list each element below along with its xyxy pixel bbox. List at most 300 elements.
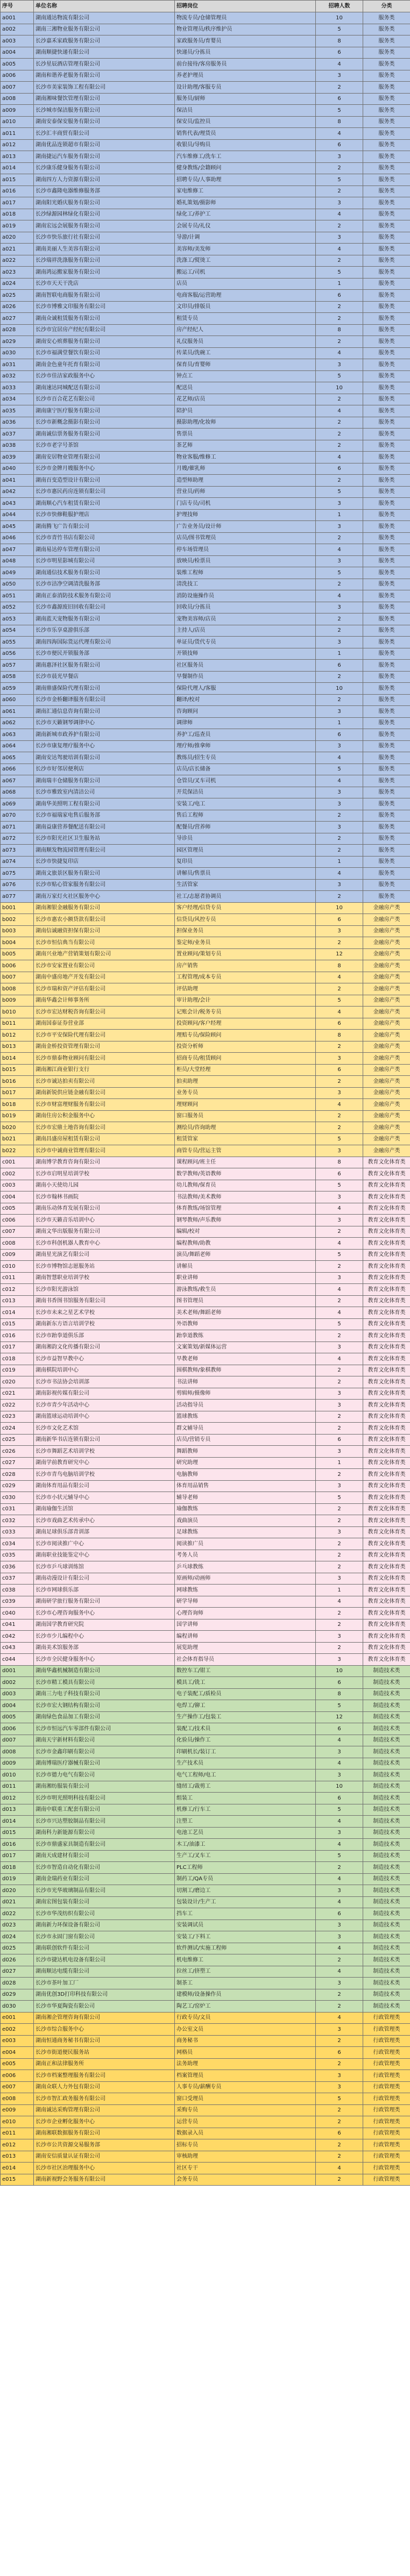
row-category: 教育文化体育类 bbox=[363, 1376, 410, 1388]
row-job: 设计助理/客服专员 bbox=[175, 82, 316, 94]
row-unit: 长沙市佳洁家政服务中心 bbox=[34, 370, 175, 382]
row-job: 花艺师/店员 bbox=[175, 394, 316, 405]
row-job: 软件测试/实施工程师 bbox=[175, 1943, 316, 1954]
row-category: 服务类 bbox=[363, 405, 410, 417]
row-job: 数学教师/英语教师 bbox=[175, 1168, 316, 1180]
row-count: 2 bbox=[316, 2035, 363, 2047]
row-count: 5 bbox=[316, 486, 363, 498]
row-count: 1 bbox=[316, 278, 363, 290]
row-category: 服务类 bbox=[363, 845, 410, 857]
row-unit: 长沙市天籁音乐培训中心 bbox=[34, 1215, 175, 1226]
row-index: a033 bbox=[1, 382, 34, 394]
table-row bbox=[1, 1862, 410, 1874]
table-row bbox=[1, 1099, 410, 1111]
row-index: d030 bbox=[1, 2001, 34, 2013]
row-unit: 湖南鼎盛保险代理有限公司 bbox=[34, 683, 175, 695]
row-count: 2 bbox=[316, 833, 363, 845]
row-count: 1 bbox=[316, 856, 363, 868]
row-count: 2 bbox=[316, 1538, 363, 1550]
row-index: c005 bbox=[1, 1203, 34, 1215]
row-count: 4 bbox=[316, 752, 363, 764]
row-category: 服务类 bbox=[363, 822, 410, 833]
row-unit: 长沙市书法协会培训部 bbox=[34, 1376, 175, 1388]
row-count: 4 bbox=[316, 775, 363, 787]
row-index: c011 bbox=[1, 1272, 34, 1284]
row-category: 教育文化体育类 bbox=[363, 1353, 410, 1365]
table-row bbox=[1, 1769, 410, 1781]
row-count: 5 bbox=[316, 2093, 363, 2105]
row-job: 业务专员 bbox=[175, 1087, 316, 1099]
table-row bbox=[1, 24, 410, 35]
row-job: 切割工/磨边工 bbox=[175, 1885, 316, 1897]
row-category: 制造技术类 bbox=[363, 1908, 410, 1920]
row-index: a070 bbox=[1, 810, 34, 822]
row-count: 3 bbox=[316, 1526, 363, 1538]
row-index: a026 bbox=[1, 301, 34, 313]
table-row bbox=[1, 2058, 410, 2070]
table-row bbox=[1, 1608, 410, 1619]
row-job: 服务员/厨师 bbox=[175, 93, 316, 105]
row-index: c026 bbox=[1, 1446, 34, 1458]
table-row bbox=[1, 891, 410, 903]
row-job: 档案管理员 bbox=[175, 2070, 316, 2082]
row-count: 3 bbox=[316, 1746, 363, 1758]
row-unit: 湖南正泰消防技术服务有限公司 bbox=[34, 590, 175, 602]
row-index: a067 bbox=[1, 775, 34, 787]
row-job: 翻译/校对 bbox=[175, 694, 316, 706]
row-unit: 长沙市福瑞家电售后服务部 bbox=[34, 810, 175, 822]
row-unit: 湖南天成建材有限公司 bbox=[34, 1850, 175, 1862]
row-job: 制药工/QA专员 bbox=[175, 1873, 316, 1885]
table-row bbox=[1, 937, 410, 949]
row-unit: 湖南诚信票务服务有限公司 bbox=[34, 429, 175, 440]
table-row bbox=[1, 810, 410, 822]
row-index: e009 bbox=[1, 2104, 34, 2116]
table-row bbox=[1, 868, 410, 880]
table-row bbox=[1, 1503, 410, 1515]
row-category: 制造技术类 bbox=[363, 1700, 410, 1712]
row-unit: 长沙市便民开锁服务部 bbox=[34, 648, 175, 660]
row-category: 制造技术类 bbox=[363, 1919, 410, 1931]
row-count: 6 bbox=[316, 1677, 363, 1689]
row-unit: 湖南四海国际货运代理有限公司 bbox=[34, 637, 175, 648]
table-row bbox=[1, 1538, 410, 1550]
row-job: 店员 bbox=[175, 278, 316, 290]
row-unit: 湖南优创3D打印科技有限公司 bbox=[34, 1989, 175, 2001]
row-count: 2 bbox=[316, 313, 363, 325]
row-job: 清洗技工 bbox=[175, 579, 316, 590]
row-count: 3 bbox=[316, 925, 363, 937]
row-unit: 湖南博学教育咨询有限公司 bbox=[34, 1157, 175, 1168]
row-unit: 长沙市鼎泰物业顾问有限公司 bbox=[34, 1053, 175, 1065]
row-job: 评估助理 bbox=[175, 983, 316, 995]
row-index: c001 bbox=[1, 1157, 34, 1168]
table-row bbox=[1, 2081, 410, 2093]
table-row bbox=[1, 498, 410, 510]
row-job: 早教老师 bbox=[175, 1353, 316, 1365]
row-unit: 湖南湘味餐饮管理有限公司 bbox=[34, 93, 175, 105]
row-category: 制造技术类 bbox=[363, 1677, 410, 1689]
row-unit: 长沙市恒信典当有限公司 bbox=[34, 937, 175, 949]
row-count: 3 bbox=[316, 555, 363, 567]
row-unit: 长沙市乒乓球训练馆 bbox=[34, 1561, 175, 1573]
row-index: c030 bbox=[1, 1492, 34, 1504]
row-count: 2 bbox=[316, 1261, 363, 1273]
row-count: 5 bbox=[316, 1133, 363, 1145]
row-index: a071 bbox=[1, 822, 34, 833]
row-count: 2 bbox=[316, 185, 363, 197]
row-unit: 长沙市晨光早餐店 bbox=[34, 671, 175, 683]
row-unit: 长沙市福满堂餐饮有限公司 bbox=[34, 347, 175, 359]
table-row bbox=[1, 2035, 410, 2047]
row-index: a012 bbox=[1, 139, 34, 151]
row-count: 3 bbox=[316, 1480, 363, 1492]
row-index: c012 bbox=[1, 1284, 34, 1296]
row-count: 3 bbox=[316, 798, 363, 810]
table-row bbox=[1, 1919, 410, 1931]
table-row bbox=[1, 729, 410, 741]
row-unit: 长沙市金桥翻译服务有限公司 bbox=[34, 694, 175, 706]
table-row bbox=[1, 717, 410, 729]
row-job: 窗口受理员 bbox=[175, 2093, 316, 2105]
row-count: 2 bbox=[316, 394, 363, 405]
row-category: 服务类 bbox=[363, 105, 410, 117]
row-index: d018 bbox=[1, 1862, 34, 1874]
row-index: a024 bbox=[1, 278, 34, 290]
row-category: 服务类 bbox=[363, 532, 410, 544]
row-index: b011 bbox=[1, 1018, 34, 1030]
row-job: 售票员 bbox=[175, 429, 316, 440]
table-row bbox=[1, 798, 410, 810]
row-count: 3 bbox=[316, 706, 363, 718]
row-count: 2 bbox=[316, 532, 363, 544]
row-count: 3 bbox=[316, 1769, 363, 1781]
row-job: 体育教练/场馆管理 bbox=[175, 1203, 316, 1215]
row-unit: 长沙市金鑫印刷有限公司 bbox=[34, 1746, 175, 1758]
row-index: d026 bbox=[1, 1954, 34, 1966]
row-index: c024 bbox=[1, 1423, 34, 1435]
row-index: a062 bbox=[1, 717, 34, 729]
row-index: a060 bbox=[1, 694, 34, 706]
row-category: 服务类 bbox=[363, 775, 410, 787]
row-job: 舞蹈教师 bbox=[175, 1446, 316, 1458]
row-count: 5 bbox=[316, 1249, 363, 1261]
row-job: 柜员/大堂经理 bbox=[175, 1064, 316, 1076]
table-row bbox=[1, 324, 410, 336]
row-job: 回收员/分拣员 bbox=[175, 602, 316, 613]
row-index: d013 bbox=[1, 1804, 34, 1816]
row-index: b004 bbox=[1, 937, 34, 949]
row-category: 制造技术类 bbox=[363, 1816, 410, 1828]
row-count: 5 bbox=[316, 105, 363, 117]
row-category: 金融房产类 bbox=[363, 1133, 410, 1145]
row-index: a030 bbox=[1, 347, 34, 359]
row-job: 剪辑师/摄像师 bbox=[175, 1388, 316, 1400]
table-row bbox=[1, 1816, 410, 1828]
row-unit: 湖南绿色食品加工有限公司 bbox=[34, 1711, 175, 1723]
row-category: 服务类 bbox=[363, 70, 410, 82]
row-unit: 湖南美术馆服务部 bbox=[34, 1642, 175, 1654]
row-category: 教育文化体育类 bbox=[363, 1561, 410, 1573]
row-count: 5 bbox=[316, 24, 363, 35]
row-category: 教育文化体育类 bbox=[363, 1238, 410, 1250]
row-unit: 湖南捷运汽车服务有限公司 bbox=[34, 151, 175, 163]
table-row bbox=[1, 1457, 410, 1469]
row-count: 2 bbox=[316, 1503, 363, 1515]
row-unit: 长沙瑞祥洗涤服务有限公司 bbox=[34, 255, 175, 267]
row-index: a027 bbox=[1, 313, 34, 325]
table-row bbox=[1, 174, 410, 186]
row-category: 金融房产类 bbox=[363, 1041, 410, 1053]
row-job: 宠物美容师/店员 bbox=[175, 613, 316, 625]
row-count: 3 bbox=[316, 1191, 363, 1203]
row-unit: 长沙市翰林书画院 bbox=[34, 1191, 175, 1203]
row-index: a022 bbox=[1, 255, 34, 267]
row-count: 5 bbox=[316, 370, 363, 382]
row-category: 服务类 bbox=[363, 544, 410, 556]
row-index: e015 bbox=[1, 2174, 34, 2186]
table-row bbox=[1, 706, 410, 718]
table-row bbox=[1, 347, 410, 359]
row-job: 养护工/巡查员 bbox=[175, 729, 316, 741]
row-index: a051 bbox=[1, 590, 34, 602]
row-category: 教育文化体育类 bbox=[363, 1215, 410, 1226]
row-category: 服务类 bbox=[363, 671, 410, 683]
row-index: d010 bbox=[1, 1769, 34, 1781]
row-index: d008 bbox=[1, 1746, 34, 1758]
table-row bbox=[1, 787, 410, 798]
row-unit: 湖南宏图包装有限公司 bbox=[34, 1896, 175, 1908]
row-unit: 湖南国泰证券营业部 bbox=[34, 1018, 175, 1030]
row-category: 制造技术类 bbox=[363, 1862, 410, 1874]
table-row bbox=[1, 1261, 410, 1273]
row-unit: 长沙星辰酒店管理有限公司 bbox=[34, 59, 175, 70]
row-job: 月嫂/催乳师 bbox=[175, 463, 316, 475]
row-category: 金融房产类 bbox=[363, 1053, 410, 1065]
row-count: 2 bbox=[316, 1619, 363, 1631]
row-job: 物流专员/仓储管理员 bbox=[175, 12, 316, 24]
row-index: e003 bbox=[1, 2035, 34, 2047]
table-row bbox=[1, 70, 410, 82]
row-count: 2 bbox=[316, 1561, 363, 1573]
row-unit: 长沙市启明星培训学校 bbox=[34, 1168, 175, 1180]
row-job: 放映员/检票员 bbox=[175, 555, 316, 567]
row-index: c033 bbox=[1, 1526, 34, 1538]
row-index: a076 bbox=[1, 879, 34, 891]
row-unit: 长沙市德力电气有限公司 bbox=[34, 1769, 175, 1781]
row-category: 制造技术类 bbox=[363, 1873, 410, 1885]
row-count: 4 bbox=[316, 1284, 363, 1296]
row-category: 服务类 bbox=[363, 128, 410, 140]
row-job: 园区管理员 bbox=[175, 845, 316, 857]
row-job: 化验员/操作工 bbox=[175, 1735, 316, 1746]
row-count: 5 bbox=[316, 567, 363, 579]
row-index: d001 bbox=[1, 1665, 34, 1677]
table-row bbox=[1, 995, 410, 1007]
row-count: 4 bbox=[316, 405, 363, 417]
row-index: d020 bbox=[1, 1885, 34, 1897]
row-count: 2 bbox=[316, 1076, 363, 1088]
row-unit: 长沙市精工模具有限公司 bbox=[34, 1677, 175, 1689]
row-job: 广告业务员/设计师 bbox=[175, 521, 316, 533]
row-unit: 湖南瑞丰仓储服务有限公司 bbox=[34, 775, 175, 787]
row-category: 服务类 bbox=[363, 290, 410, 302]
row-category: 服务类 bbox=[363, 24, 410, 35]
row-job: 美术老师/舞蹈老师 bbox=[175, 1307, 316, 1319]
table-row bbox=[1, 1665, 410, 1677]
row-index: a074 bbox=[1, 856, 34, 868]
row-category: 服务类 bbox=[363, 833, 410, 845]
row-category: 服务类 bbox=[363, 82, 410, 94]
row-index: d028 bbox=[1, 1978, 34, 1989]
table-row bbox=[1, 255, 410, 267]
row-count: 4 bbox=[316, 868, 363, 880]
row-count: 2 bbox=[316, 810, 363, 822]
row-job: 缝纫工/裁剪工 bbox=[175, 1781, 316, 1793]
row-unit: 长沙市快乐旅行社有限公司 bbox=[34, 232, 175, 244]
row-job: 生活管家 bbox=[175, 879, 316, 891]
table-row bbox=[1, 1804, 410, 1816]
table-row bbox=[1, 1180, 410, 1191]
table-row bbox=[1, 2174, 410, 2186]
row-count: 2 bbox=[316, 336, 363, 348]
row-job: 编程教师/助教 bbox=[175, 1238, 316, 1250]
row-category: 教育文化体育类 bbox=[363, 1596, 410, 1608]
row-count: 4 bbox=[316, 1735, 363, 1746]
row-category: 服务类 bbox=[363, 324, 410, 336]
row-unit: 长沙市街道便民服务站 bbox=[34, 2047, 175, 2059]
row-job: 洗涤工/熨烫工 bbox=[175, 255, 316, 267]
table-row bbox=[1, 972, 410, 983]
row-job: 体育用品销售 bbox=[175, 1480, 316, 1492]
table-row bbox=[1, 960, 410, 972]
row-index: b016 bbox=[1, 1076, 34, 1088]
row-unit: 长沙市贴心管家服务有限公司 bbox=[34, 879, 175, 891]
row-count: 8 bbox=[316, 116, 363, 128]
row-unit: 湖南鸿运搬家服务有限公司 bbox=[34, 267, 175, 279]
row-category: 服务类 bbox=[363, 313, 410, 325]
row-index: c042 bbox=[1, 1631, 34, 1643]
table-row bbox=[1, 1978, 410, 1989]
row-index: a010 bbox=[1, 116, 34, 128]
row-unit: 湖南国学教育研究院 bbox=[34, 1619, 175, 1631]
row-count: 3 bbox=[316, 879, 363, 891]
row-job: 运营专员 bbox=[175, 2116, 316, 2128]
row-count: 6 bbox=[316, 290, 363, 302]
row-category: 服务类 bbox=[363, 452, 410, 463]
row-unit: 湖南博瑞医疗器械有限公司 bbox=[34, 1758, 175, 1769]
row-job: 保安员/监控员 bbox=[175, 116, 316, 128]
row-category: 服务类 bbox=[363, 579, 410, 590]
row-category: 服务类 bbox=[363, 717, 410, 729]
row-count: 2 bbox=[316, 301, 363, 313]
row-count: 4 bbox=[316, 2163, 363, 2174]
row-category: 教育文化体育类 bbox=[363, 1341, 410, 1353]
row-unit: 长沙市雅致室内清洁公司 bbox=[34, 787, 175, 798]
row-category: 服务类 bbox=[363, 694, 410, 706]
row-job: 法务助理 bbox=[175, 2058, 316, 2070]
table-row bbox=[1, 1943, 410, 1954]
row-unit: 湖南湘江商业银行支行 bbox=[34, 1064, 175, 1076]
row-category: 服务类 bbox=[363, 463, 410, 475]
row-count: 4 bbox=[316, 128, 363, 140]
row-count: 6 bbox=[316, 1434, 363, 1446]
row-job: 钟点工 bbox=[175, 370, 316, 382]
table-row bbox=[1, 301, 410, 313]
row-index: e002 bbox=[1, 2024, 34, 2036]
row-category: 行政管理类 bbox=[363, 2116, 410, 2128]
row-index: d017 bbox=[1, 1850, 34, 1862]
row-job: 礼仪服务员 bbox=[175, 336, 316, 348]
row-job: 租赁管家 bbox=[175, 1133, 316, 1145]
row-count: 6 bbox=[316, 1168, 363, 1180]
row-index: a077 bbox=[1, 891, 34, 903]
row-count: 4 bbox=[316, 1896, 363, 1908]
row-unit: 湖南动漫设计有限公司 bbox=[34, 1573, 175, 1585]
row-unit: 湖南体育用品有限公司 bbox=[34, 1480, 175, 1492]
row-count: 2 bbox=[316, 475, 363, 487]
row-index: a055 bbox=[1, 637, 34, 648]
table-row bbox=[1, 1585, 410, 1596]
table-row bbox=[1, 1550, 410, 1561]
row-category: 金融房产类 bbox=[363, 925, 410, 937]
table-row bbox=[1, 209, 410, 220]
row-job: 图书管理员 bbox=[175, 1295, 316, 1307]
table-row bbox=[1, 1654, 410, 1666]
row-category: 教育文化体育类 bbox=[363, 1318, 410, 1330]
row-index: a057 bbox=[1, 660, 34, 672]
row-unit: 湖南万家灯火社区服务中心 bbox=[34, 891, 175, 903]
row-index: a018 bbox=[1, 209, 34, 220]
row-count: 4 bbox=[316, 1203, 363, 1215]
row-unit: 湖南职业技能鉴定中心 bbox=[34, 1550, 175, 1561]
row-count: 3 bbox=[316, 232, 363, 244]
row-job: 信贷员/风控专员 bbox=[175, 914, 316, 926]
row-job: 挡车工 bbox=[175, 1908, 316, 1920]
table-row bbox=[1, 2151, 410, 2163]
row-unit: 湖南顺发物流园管理有限公司 bbox=[34, 845, 175, 857]
row-category: 教育文化体育类 bbox=[363, 1492, 410, 1504]
row-count: 6 bbox=[316, 2047, 363, 2059]
row-index: c020 bbox=[1, 1376, 34, 1388]
row-unit: 湖南通信技术服务有限公司 bbox=[34, 567, 175, 579]
row-index: a019 bbox=[1, 220, 34, 232]
row-category: 服务类 bbox=[363, 879, 410, 891]
row-category: 服务类 bbox=[363, 567, 410, 579]
row-index: e001 bbox=[1, 2012, 34, 2024]
row-job: 辅导老师 bbox=[175, 1492, 316, 1504]
row-unit: 长沙市天天干洗店 bbox=[34, 278, 175, 290]
row-job: 拉丝工/挤塑工 bbox=[175, 1966, 316, 1978]
table-row bbox=[1, 486, 410, 498]
row-category: 服务类 bbox=[363, 625, 410, 637]
row-index: a065 bbox=[1, 752, 34, 764]
row-unit: 长沙市兴达塑胶制品有限公司 bbox=[34, 1816, 175, 1828]
row-unit: 湖南三力电子科技有限公司 bbox=[34, 1688, 175, 1700]
table-row bbox=[1, 740, 410, 752]
row-index: d011 bbox=[1, 1781, 34, 1793]
row-count: 4 bbox=[316, 209, 363, 220]
row-index: a001 bbox=[1, 12, 34, 24]
row-category: 教育文化体育类 bbox=[363, 1619, 410, 1631]
row-job: 乒乓球教练 bbox=[175, 1561, 316, 1573]
row-unit: 湖南智联电商服务有限公司 bbox=[34, 290, 175, 302]
row-index: a068 bbox=[1, 787, 34, 798]
row-job: 测绘员/咨询助理 bbox=[175, 1122, 316, 1134]
row-category: 服务类 bbox=[363, 220, 410, 232]
row-category: 制造技术类 bbox=[363, 1839, 410, 1851]
row-index: d015 bbox=[1, 1827, 34, 1839]
